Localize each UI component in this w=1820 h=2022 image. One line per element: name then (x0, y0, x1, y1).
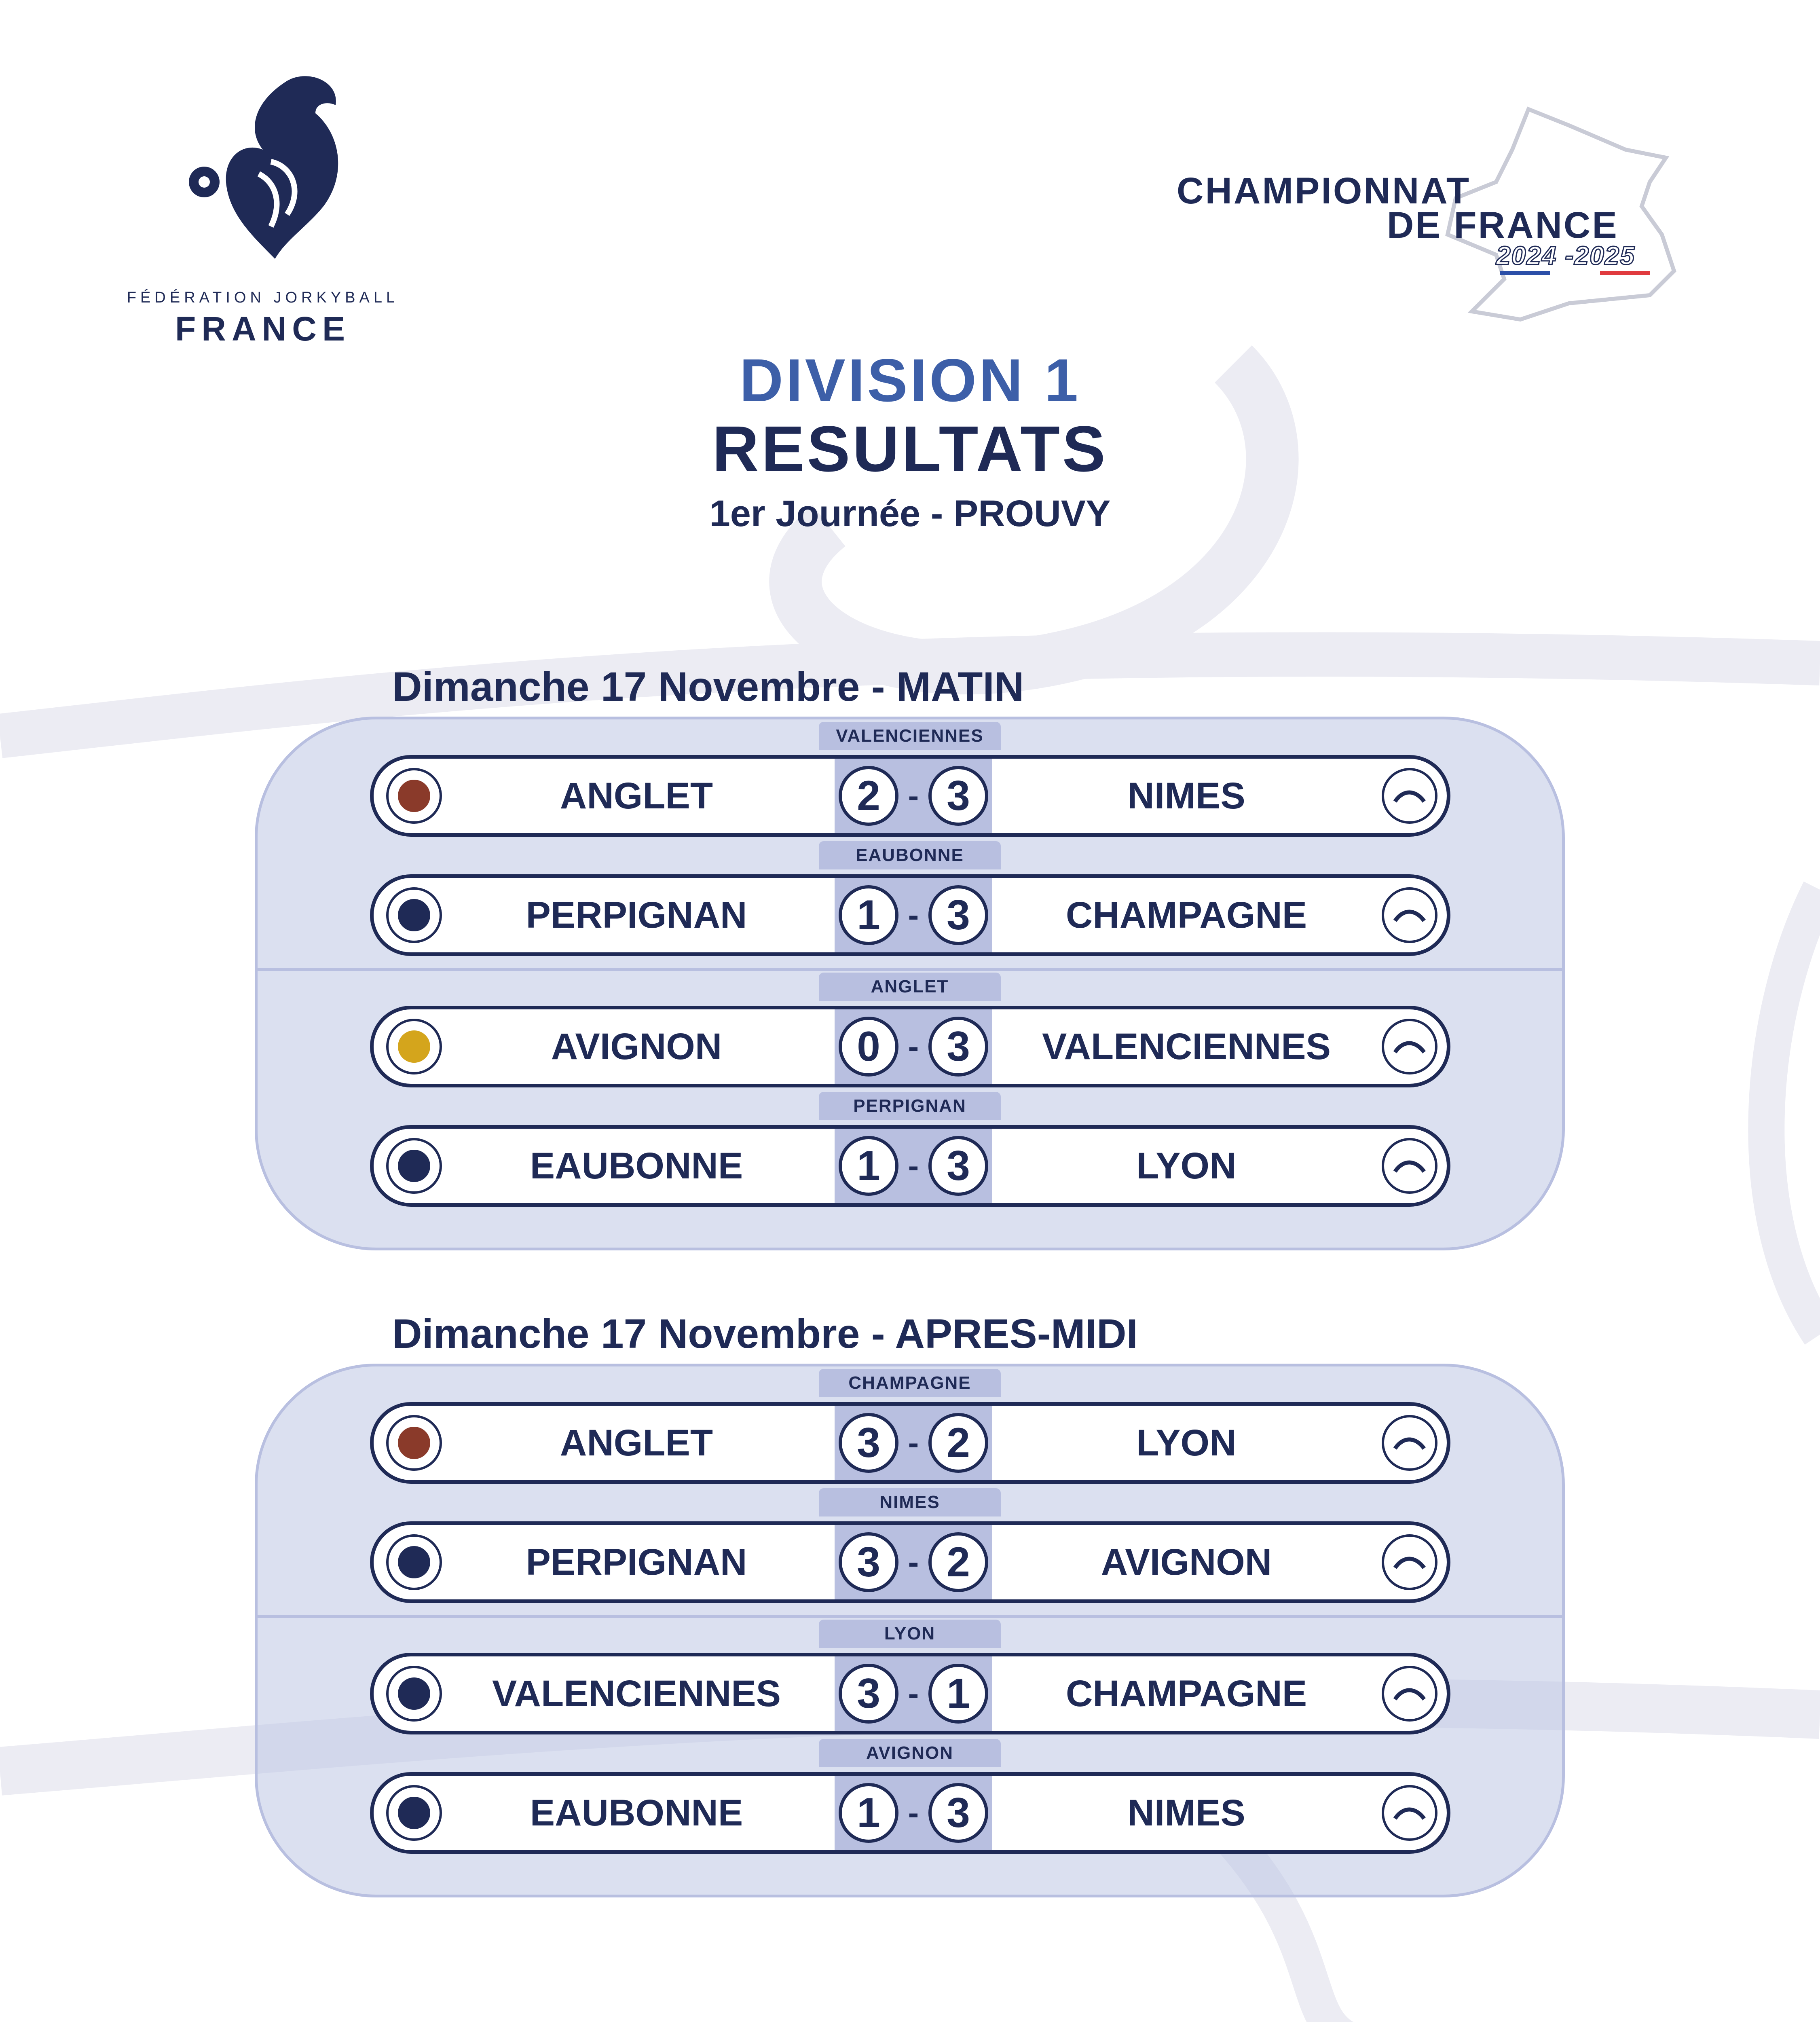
away-score: 2 (928, 1532, 988, 1592)
home-team-name: AVIGNON (551, 1026, 722, 1067)
session-title-afternoon: Dimanche 17 Novembre - APRES-MIDI (392, 1311, 1138, 1357)
championship-line1: CHAMPIONNAT (1177, 170, 1471, 212)
home-team-name: EAUBONNE (530, 1145, 743, 1187)
tricolor-stripe (1500, 271, 1650, 275)
match-pill (370, 1772, 1450, 1854)
home-team-name: PERPIGNAN (526, 895, 747, 936)
venue-label: CHAMPAGNE (819, 1369, 1001, 1397)
home-team-logo-icon (383, 1135, 445, 1197)
panel-divider (258, 1615, 1562, 1618)
match-pill (370, 755, 1450, 837)
home-team-logo-icon (383, 884, 445, 946)
match-pill (370, 874, 1450, 956)
home-team-logo-icon (383, 1782, 445, 1844)
home-score: 3 (839, 1664, 898, 1724)
away-team-name: LYON (1136, 1422, 1237, 1464)
away-team-logo-icon (1379, 884, 1440, 946)
home-score: 3 (839, 1532, 898, 1592)
venue-label: PERPIGNAN (819, 1092, 1001, 1120)
championship-logo (1165, 101, 1714, 328)
championship-line2: DE FRANCE (1387, 205, 1619, 246)
venue-label: EAUBONNE (819, 841, 1001, 869)
away-team-name: NIMES (1127, 1792, 1245, 1834)
away-team-name: VALENCIENNES (1042, 1026, 1331, 1067)
federation-subtitle: FÉDÉRATION JORKYBALL (127, 289, 399, 306)
home-score: 2 (839, 766, 898, 826)
match-card (370, 1096, 1450, 1207)
score-separator: - (908, 1795, 919, 1831)
venue-label: ANGLET (819, 973, 1001, 1001)
score-separator: - (908, 1675, 919, 1711)
away-score: 3 (928, 885, 988, 945)
away-team-name: AVIGNON (1101, 1542, 1272, 1583)
venue-label: AVIGNON (819, 1739, 1001, 1767)
match-card (370, 1373, 1450, 1484)
score-separator: - (908, 1148, 919, 1184)
home-score: 1 (839, 1136, 898, 1196)
federation-logo (121, 69, 404, 360)
match-pill (370, 1521, 1450, 1603)
home-team-name: VALENCIENNES (492, 1673, 781, 1714)
session-title-morning: Dimanche 17 Novembre - MATIN (392, 664, 1024, 710)
away-team-logo-icon (1379, 1531, 1440, 1593)
away-score: 3 (928, 1783, 988, 1843)
home-score: 3 (839, 1413, 898, 1473)
match-card (370, 977, 1450, 1087)
score-separator: - (908, 1028, 919, 1064)
home-team-name: ANGLET (560, 775, 713, 816)
match-pill (370, 1402, 1450, 1484)
home-team-logo-icon (383, 1412, 445, 1474)
match-card (370, 845, 1450, 956)
score-separator: - (908, 778, 919, 814)
away-score: 3 (928, 1017, 988, 1077)
match-card (370, 726, 1450, 837)
venue-label: LYON (819, 1620, 1001, 1648)
away-team-logo-icon (1379, 1412, 1440, 1474)
home-team-name: PERPIGNAN (526, 1542, 747, 1583)
championship-season: 2024 -2025 (1496, 241, 1635, 270)
home-team-logo-icon (383, 1531, 445, 1593)
venue-label: VALENCIENNES (819, 722, 1001, 750)
home-team-name: ANGLET (560, 1422, 713, 1464)
home-team-logo-icon (383, 1016, 445, 1077)
away-team-name: CHAMPAGNE (1065, 895, 1307, 936)
score-separator: - (908, 1425, 919, 1461)
away-score: 3 (928, 766, 988, 826)
match-card (370, 1743, 1450, 1854)
home-score: 1 (839, 885, 898, 945)
away-team-name: CHAMPAGNE (1065, 1673, 1307, 1714)
match-pill (370, 1006, 1450, 1087)
match-pill (370, 1125, 1450, 1207)
home-team-logo-icon (383, 1663, 445, 1724)
federation-name: FRANCE (175, 310, 351, 348)
away-team-name: LYON (1136, 1145, 1237, 1187)
away-score: 2 (928, 1413, 988, 1473)
home-score: 1 (839, 1783, 898, 1843)
away-team-logo-icon (1379, 1016, 1440, 1077)
venue-label: NIMES (819, 1488, 1001, 1516)
home-team-name: EAUBONNE (530, 1792, 743, 1834)
score-separator: - (908, 897, 919, 933)
away-team-name: NIMES (1127, 775, 1245, 816)
rooster-icon (186, 69, 356, 279)
match-pill (370, 1653, 1450, 1734)
home-team-logo-icon (383, 765, 445, 827)
match-card (370, 1624, 1450, 1734)
round-subtitle: 1er Journée - PROUVY (709, 493, 1111, 534)
division-title: DIVISION 1 (739, 346, 1081, 414)
away-team-logo-icon (1379, 1135, 1440, 1197)
panel-divider (258, 968, 1562, 971)
match-card (370, 1492, 1450, 1603)
away-score: 3 (928, 1136, 988, 1196)
title-block (0, 348, 1820, 538)
away-team-logo-icon (1379, 1663, 1440, 1724)
score-separator: - (908, 1544, 919, 1580)
away-score: 1 (928, 1664, 988, 1724)
away-team-logo-icon (1379, 765, 1440, 827)
away-team-logo-icon (1379, 1782, 1440, 1844)
home-score: 0 (839, 1017, 898, 1077)
page-title: RESULTATS (712, 412, 1108, 485)
